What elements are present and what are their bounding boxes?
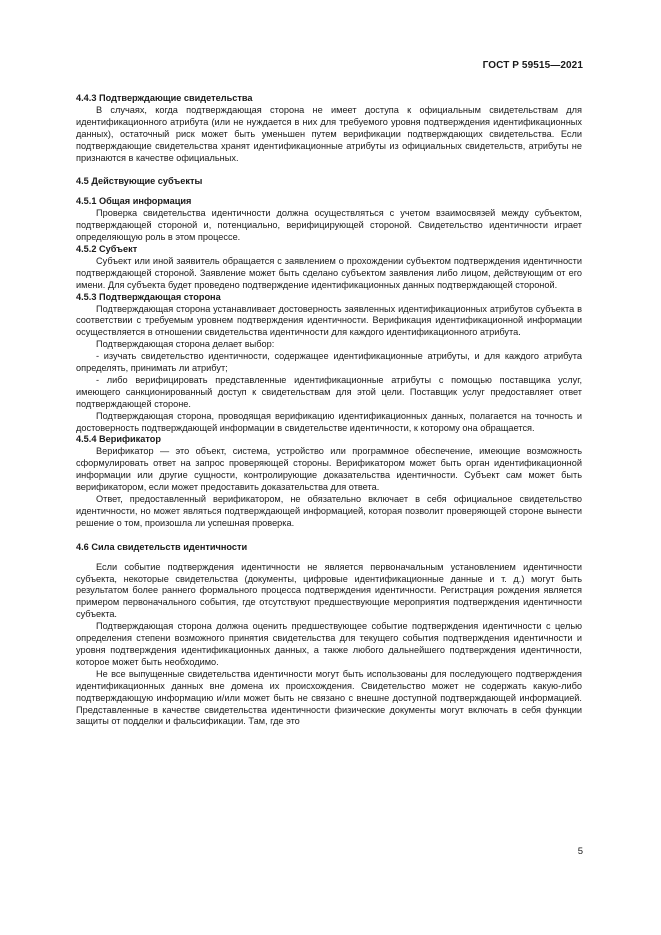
- paragraph: Субъект или иной заявитель обращается с заявлением о прохождении субъектом подтверждения идентичности подтверждающей стороной. Заявление может быть сделано субъектом заявления либо лицом, действующим от его имени. Для субъекта будет проведено подтверждение идентификационных данных подтверждающей стороной.: [76, 255, 582, 290]
- paragraph: Не все выпущенные свидетельства идентичности могут быть использованы для последующего подтверждения идентификационных данных вне домена их происхождения. Свидетельство может не содержать какую-либо подтверждающую информацию и/или может быть не связано с внешне доступной подтверждающей информацией. Представленные в качестве свидетельства идентичности физические документы могут включать в себя функции защиты от подделки и фальсификации. Там, где это: [76, 668, 582, 727]
- paragraph: Подтверждающая сторона, проводящая верификацию идентификационных данных, полагается на точность и достоверность подтверждающей информации в свидетельстве идентичности, к которому она обращается.: [76, 410, 582, 433]
- paragraph: Верификатор — это объект, система, устройство или программное обеспечение, имеющие возможность сформулировать ответ на запрос проверяющей стороны. Верификатором может быть орган идентификационной информации или другие сущности, контролирующие доказательства идентичности. Субъект сам может быть верификатором, если может предоставить доказательства для ответа.: [76, 446, 582, 493]
- section-4-6-title: 4.6 Сила свидетельств идентичности: [76, 541, 248, 552]
- paragraph: Если событие подтверждения идентичности не является первоначальным установлением идентичности субъекта, некоторые свидетельства (документы, цифровые идентификационные данные и т. д.) могут быть результатом более раннего формального процесса подтверждения идентичности. Регистрация рождения является примером первоначального события, где отсутствуют предшествующие мероприятия подтверждения идентичности субъекта.: [76, 561, 582, 620]
- section-4-5-2-title: 4.5.2 Субъект: [76, 243, 138, 254]
- list-item: - изучать свидетельство идентичности, содержащее идентификационные атрибуты, и для каждого атрибута определять, принимать ли атрибут;: [76, 351, 582, 374]
- section-4-5-4-title: 4.5.4 Верификатор: [76, 434, 161, 445]
- section-4-5-3-title: 4.5.3 Подтверждающая сторона: [76, 291, 221, 302]
- list-item: - либо верифицировать представленные идентификационные атрибуты с помощью поставщика услуг, имеющего санкционированный доступ к свидетельствам для этой цели. Поставщик услуг предоставляет ответ подтверждающей стороне.: [76, 374, 582, 409]
- paragraph: Подтверждающая сторона делает выбор:: [96, 339, 275, 350]
- page-number: 5: [577, 846, 583, 857]
- paragraph: Подтверждающая сторона должна оценить предшествующее событие подтверждения идентичности с целью определения степени возможного принятия свидетельства для текущего события подтверждения идентичности и уровня подтверждения идентификационных данных, а также любого дальнейшего подтверждения идентичности, которое может быть необходимо.: [76, 621, 582, 667]
- paragraph: В случаях, когда подтверждающая сторона не имеет доступа к официальным свидетельствам для идентификационного атрибута (или не нуждается в них для требуемого уровня подтверждения идентификационных данных), остаточный риск может быть уменьшен путем верификации подтверждающих свидетельства. Если подтверждающие свидетельства хранят идентификационные атрибуты из официальных свидетельств, атрибуты не признаются в качестве официальных.: [76, 104, 582, 163]
- section-4-5-1-title: 4.5.1 Общая информация: [76, 196, 192, 207]
- section-4-5-title: 4.5 Действующие субъекты: [76, 176, 203, 187]
- paragraph: Подтверждающая сторона устанавливает достоверность заявленных идентификационных атрибутов субъекта в соответствии с требуемым уровнем подтверждения идентичности. Верификация идентификационной информации осуществляется в отношении свидетельства идентичности для каждого идентификационного атрибута.: [76, 303, 582, 338]
- section-4-4-3-title: 4.4.3 Подтверждающие свидетельства: [76, 93, 253, 103]
- paragraph: Ответ, предоставленный верификатором, не обязательно включает в себя официальное свидетельство идентичности, но может являться подтверждающей информацией, которая позволит проверяющей стороне вынести решение о том, произошла ли успешная проверка.: [76, 494, 582, 528]
- document-id-header: ГОСТ Р 59515—2021: [482, 60, 583, 71]
- paragraph: Проверка свидетельства идентичности должна осуществляться с учетом взаимосвязей между субъектом, подтверждающей стороной и, потенциально, верифицирующей стороной. Свидетельство идентичности играет определяющую роль в этом процессе.: [76, 208, 582, 243]
- page-body: [76, 93, 582, 728]
